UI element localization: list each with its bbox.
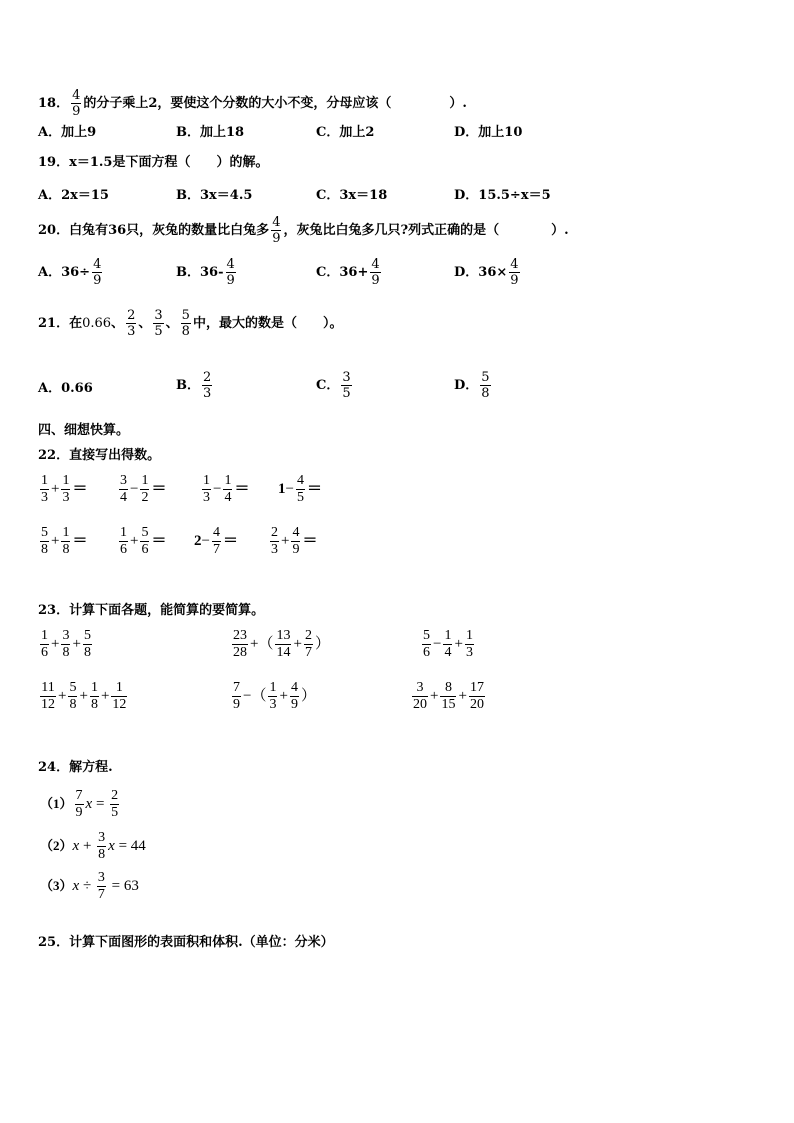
question-23: 23．计算下面各题，能简算的要简算。 <box>38 603 265 618</box>
question-24: 24．解方程. <box>38 760 113 775</box>
option-b: B．3x＝4.5 <box>176 188 253 203</box>
expression: $\frac{23}{28}$ +（ $\frac{13}{14}$ + $\frac{2}{7}$ ） <box>233 628 330 660</box>
option-a: A．加上9 <box>38 125 97 140</box>
expression: $\frac{1}{3}$ − $\frac{1}{4}$ ＝ <box>203 473 250 505</box>
option-d: D．36× $\frac{4}{9}$ <box>454 257 519 288</box>
expression: $\frac{3}{20}$ + $\frac{8}{15}$ + $\frac{17}{20}$ <box>413 680 484 712</box>
question-18: 18． $\frac{4}{9}$ 的分子乘上2，要使这个分数的大小不变，分母应该（ ）. <box>38 88 467 119</box>
expression: $\frac{2}{3}$ + $\frac{4}{9}$ ＝ <box>271 525 318 557</box>
option-d: D．加上10 <box>454 125 523 140</box>
option-c: C．3x＝18 <box>316 188 388 203</box>
expression: $\frac{11}{12}$ + $\frac{5}{8}$ + $\frac{1}{8}$ + $\frac{1}{12}$ <box>41 680 127 712</box>
question-21: 21．在0.66、 $\frac{2}{3}$ 、 $\frac{3}{5}$ 、 $\frac{5}{8}$ 中，最大的数是（ ）。 <box>38 308 343 339</box>
option-b: B． $\frac{2}{3}$ <box>176 370 212 401</box>
option-a: A．36÷ $\frac{4}{9}$ <box>38 257 102 288</box>
question-19: 19．x＝1.5是下面方程（ ）的解。 <box>38 155 269 170</box>
option-b: B．36- $\frac{4}{9}$ <box>176 257 235 288</box>
question-25: 25．计算下面图形的表面积和体积.（单位：分米） <box>38 935 334 950</box>
question-20: 20．白兔有36只，灰兔的数量比白兔多 $\frac{4}{9}$ ，灰兔比白兔多几只?列式正确的是（ ）. <box>38 215 569 246</box>
expression: $\frac{5}{6}$ − $\frac{1}{4}$ + $\frac{1}{3}$ <box>423 628 473 660</box>
option-d: D． $\frac{5}{8}$ <box>454 370 490 401</box>
section-heading: 四、细想快算。 <box>38 423 130 438</box>
expression: $\frac{1}{6}$ + $\frac{3}{8}$ + $\frac{5}{8}$ <box>41 628 91 660</box>
expression: $\frac{1}{3}$ + $\frac{1}{3}$ ＝ <box>41 473 88 505</box>
option-a: A．2x＝15 <box>38 188 109 203</box>
option-c: C．加上2 <box>316 125 375 140</box>
expression: $\frac{7}{9}$ −（ $\frac{1}{3}$ + $\frac{4}{9}$ ） <box>233 680 316 712</box>
option-a: A．0.66 <box>38 381 93 396</box>
question-22: 22．直接写出得数。 <box>38 448 161 463</box>
expression: $\frac{1}{6}$ + $\frac{5}{6}$ ＝ <box>120 525 167 557</box>
equation-3: （3）x ÷ $\frac{3}{7}$ = 63 <box>40 870 139 902</box>
equation-1: （1） $\frac{7}{9}$ x = $\frac{2}{5}$ <box>40 788 119 820</box>
fraction: $\frac{4}{9}$ <box>72 88 81 119</box>
expression: 2− $\frac{4}{7}$ ＝ <box>194 525 238 557</box>
option-c: C．36+ $\frac{4}{9}$ <box>316 257 380 288</box>
expression: 1− $\frac{4}{5}$ ＝ <box>278 473 322 505</box>
expression: $\frac{3}{4}$ − $\frac{1}{2}$ ＝ <box>120 473 167 505</box>
expression: $\frac{5}{8}$ + $\frac{1}{8}$ ＝ <box>41 525 88 557</box>
option-b: B．加上18 <box>176 125 245 140</box>
question-text: 的分子乘上2，要使这个分数的大小不变，分母应该（ <box>83 96 392 111</box>
equation-2: （2）x + $\frac{3}{8}$ x = 44 <box>40 830 146 862</box>
fraction: $\frac{4}{9}$ <box>272 215 281 246</box>
option-d: D．15.5÷x＝5 <box>454 188 551 203</box>
option-c: C． $\frac{3}{5}$ <box>316 370 351 401</box>
question-number: 18． <box>38 96 70 111</box>
